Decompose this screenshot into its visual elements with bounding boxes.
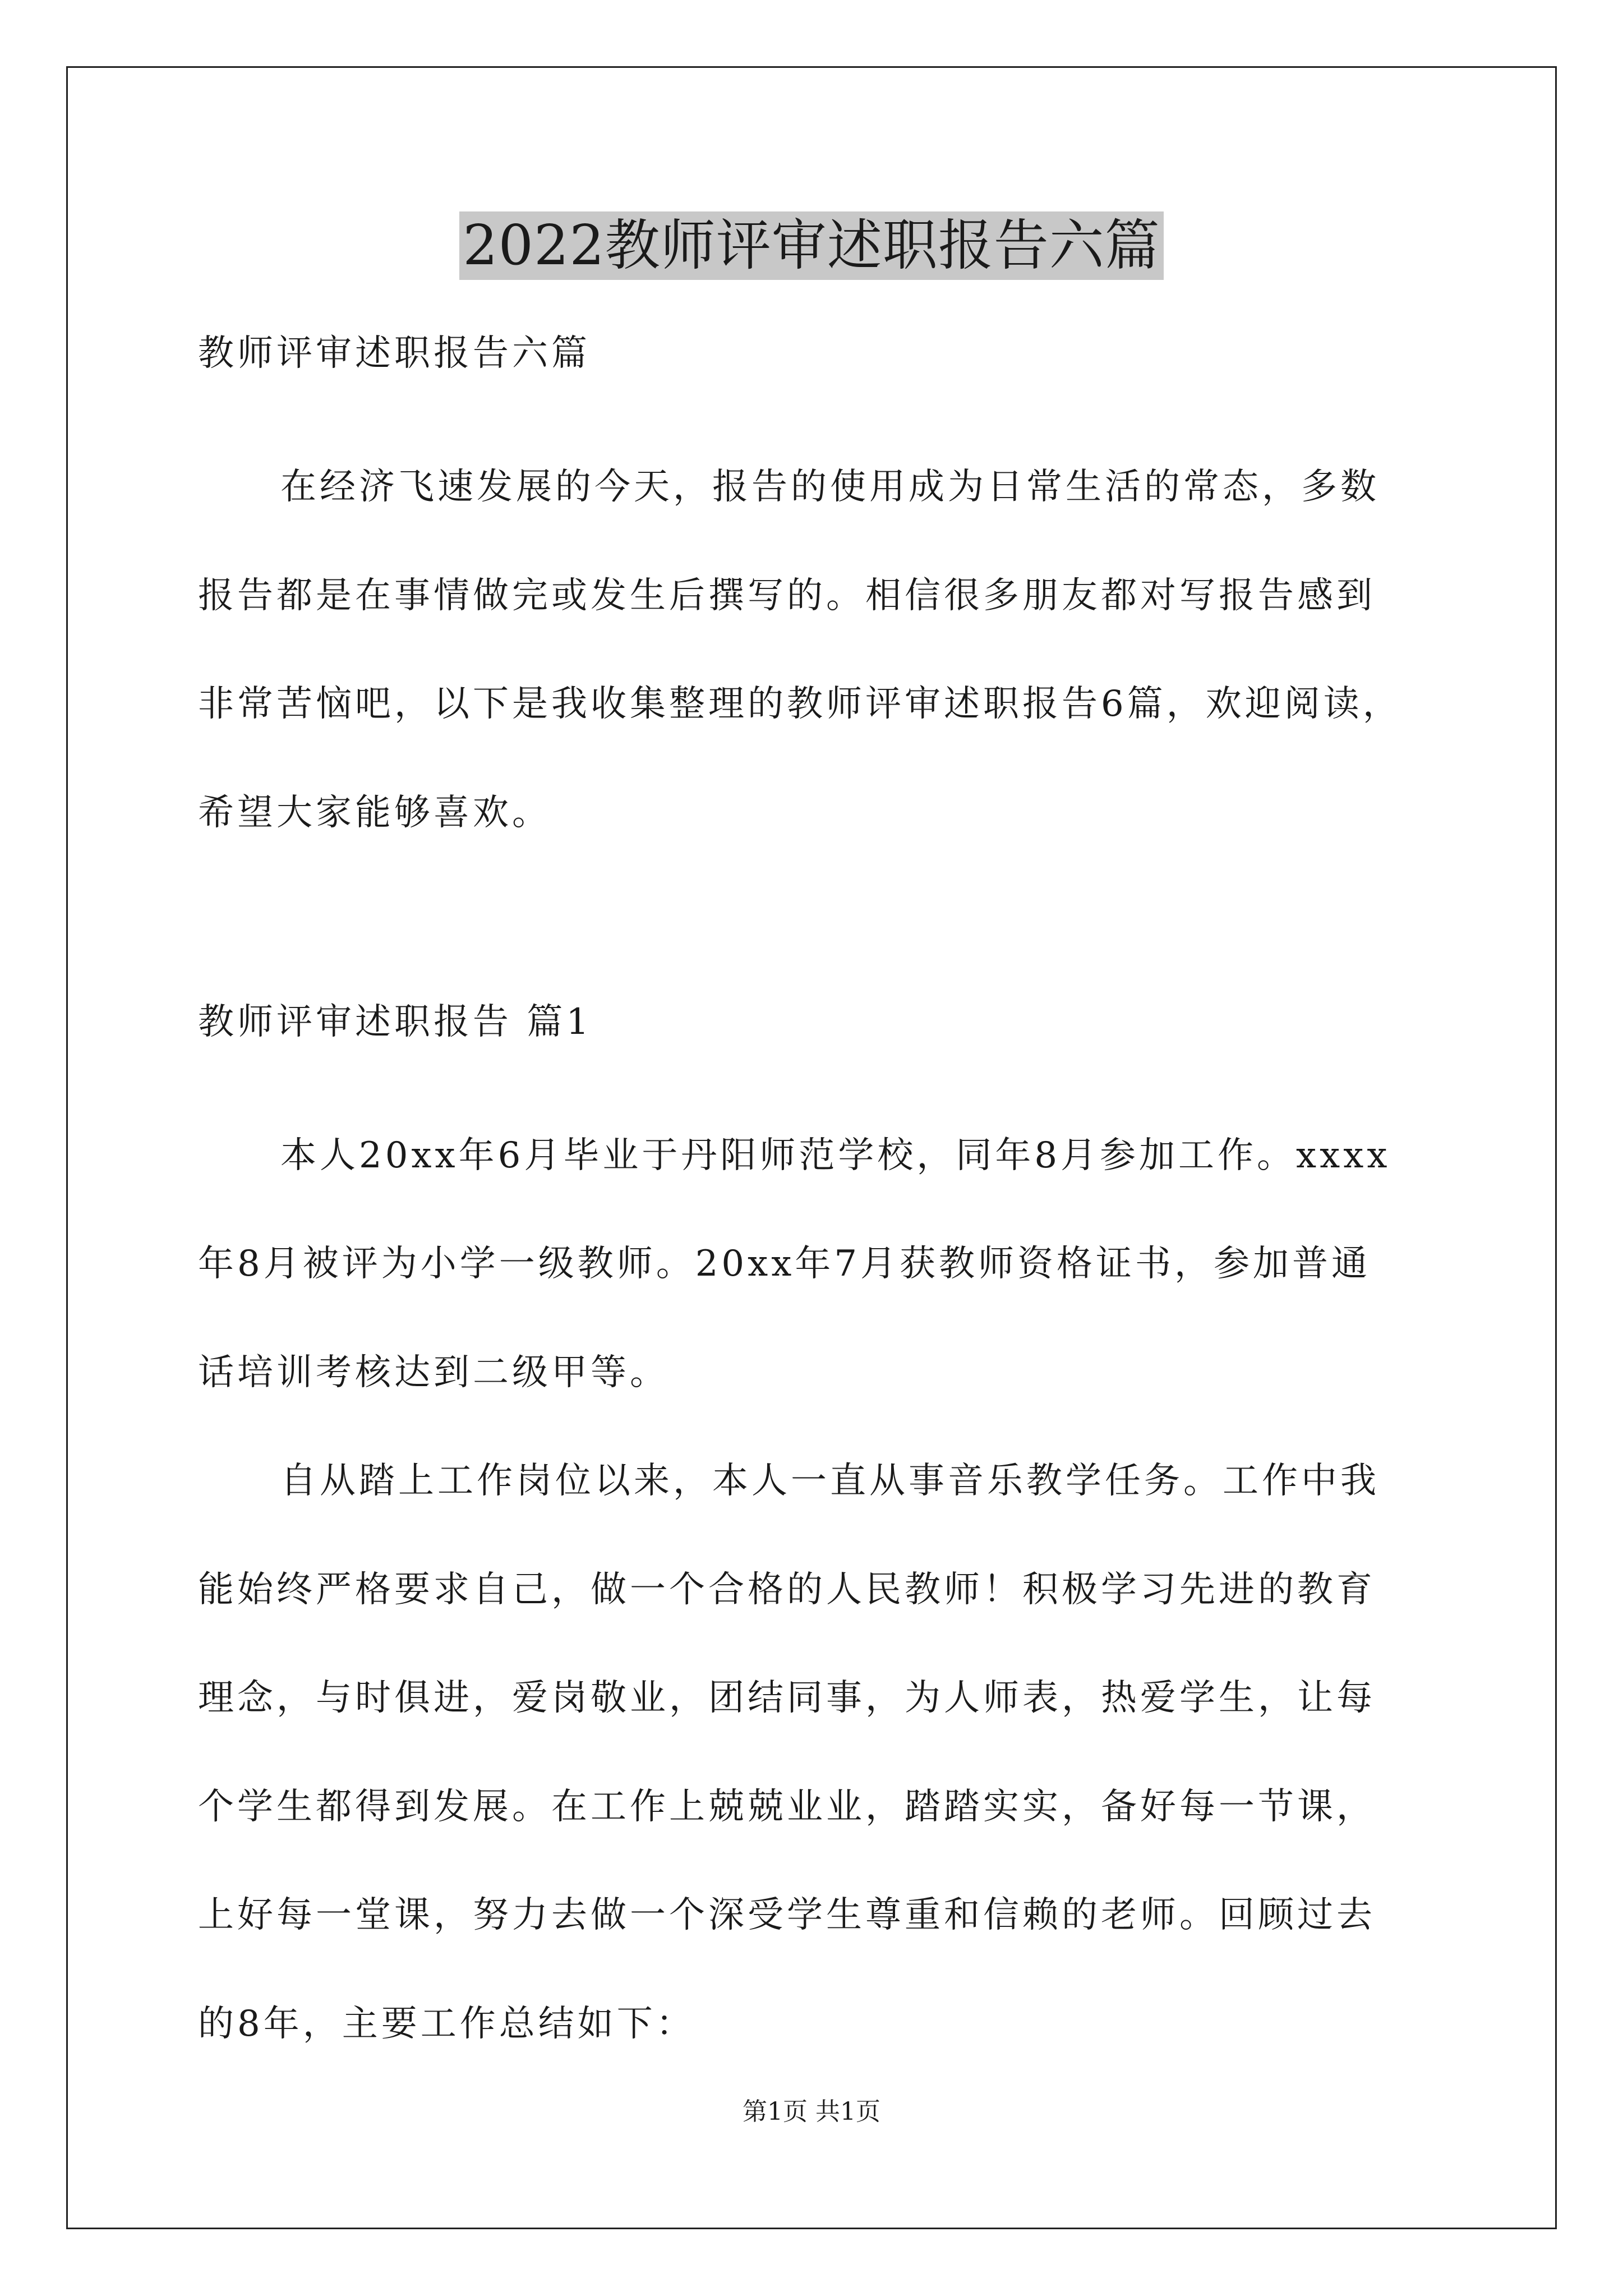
intro-line-2: 报告都是在事情做完或发生后撰写的。相信很多朋友都对写报告感到 [198, 575, 1376, 616]
intro-line-4: 希望大家能够喜欢。 [198, 792, 551, 834]
paragraph-2-line-4: 个学生都得到发展。在工作上兢兢业业，踏踏实实，备好每一节课， [198, 1786, 1376, 1828]
paragraph-2-line-5: 上好每一堂课，努力去做一个深受学生尊重和信赖的老师。回顾过去 [198, 1894, 1376, 1936]
paragraph-2-line-1: 自从踏上工作岗位以来，本人一直从事音乐教学任务。工作中我 [280, 1460, 1380, 1502]
document-subtitle: 教师评审述职报告六篇 [198, 333, 591, 374]
section-heading: 教师评审述职报告 篇1 [198, 1001, 593, 1043]
paragraph-2-line-2: 能始终严格要求自己，做一个合格的人民教师！积极学习先进的教育 [198, 1569, 1376, 1611]
paragraph-2-line-3: 理念，与时俱进，爱岗敬业，团结同事，为人师表，热爱学生，让每 [198, 1677, 1376, 1719]
paragraph-1-line-2: 年8月被评为小学一级教师。20xx年7月获教师资格证书，参加普通 [198, 1243, 1371, 1285]
intro-line-1: 在经济飞速发展的今天，报告的使用成为日常生活的常态，多数 [280, 466, 1380, 508]
intro-line-3: 非常苦恼吧，以下是我收集整理的教师评审述职报告6篇，欢迎阅读， [198, 683, 1402, 725]
paragraph-1-line-3: 话培训考核达到二级甲等。 [198, 1352, 669, 1393]
paragraph-1-line-1: 本人20xx年6月毕业于丹阳师范学校，同年8月参加工作。xxxx [280, 1135, 1391, 1176]
paragraph-2-line-6: 的8年，主要工作总结如下： [198, 2003, 695, 2045]
page-footer: 第1页 共1页 [743, 2097, 880, 2126]
document-title [0, 206, 1623, 285]
document-title-text: 2022教师评审述职报告六篇 [459, 211, 1163, 280]
